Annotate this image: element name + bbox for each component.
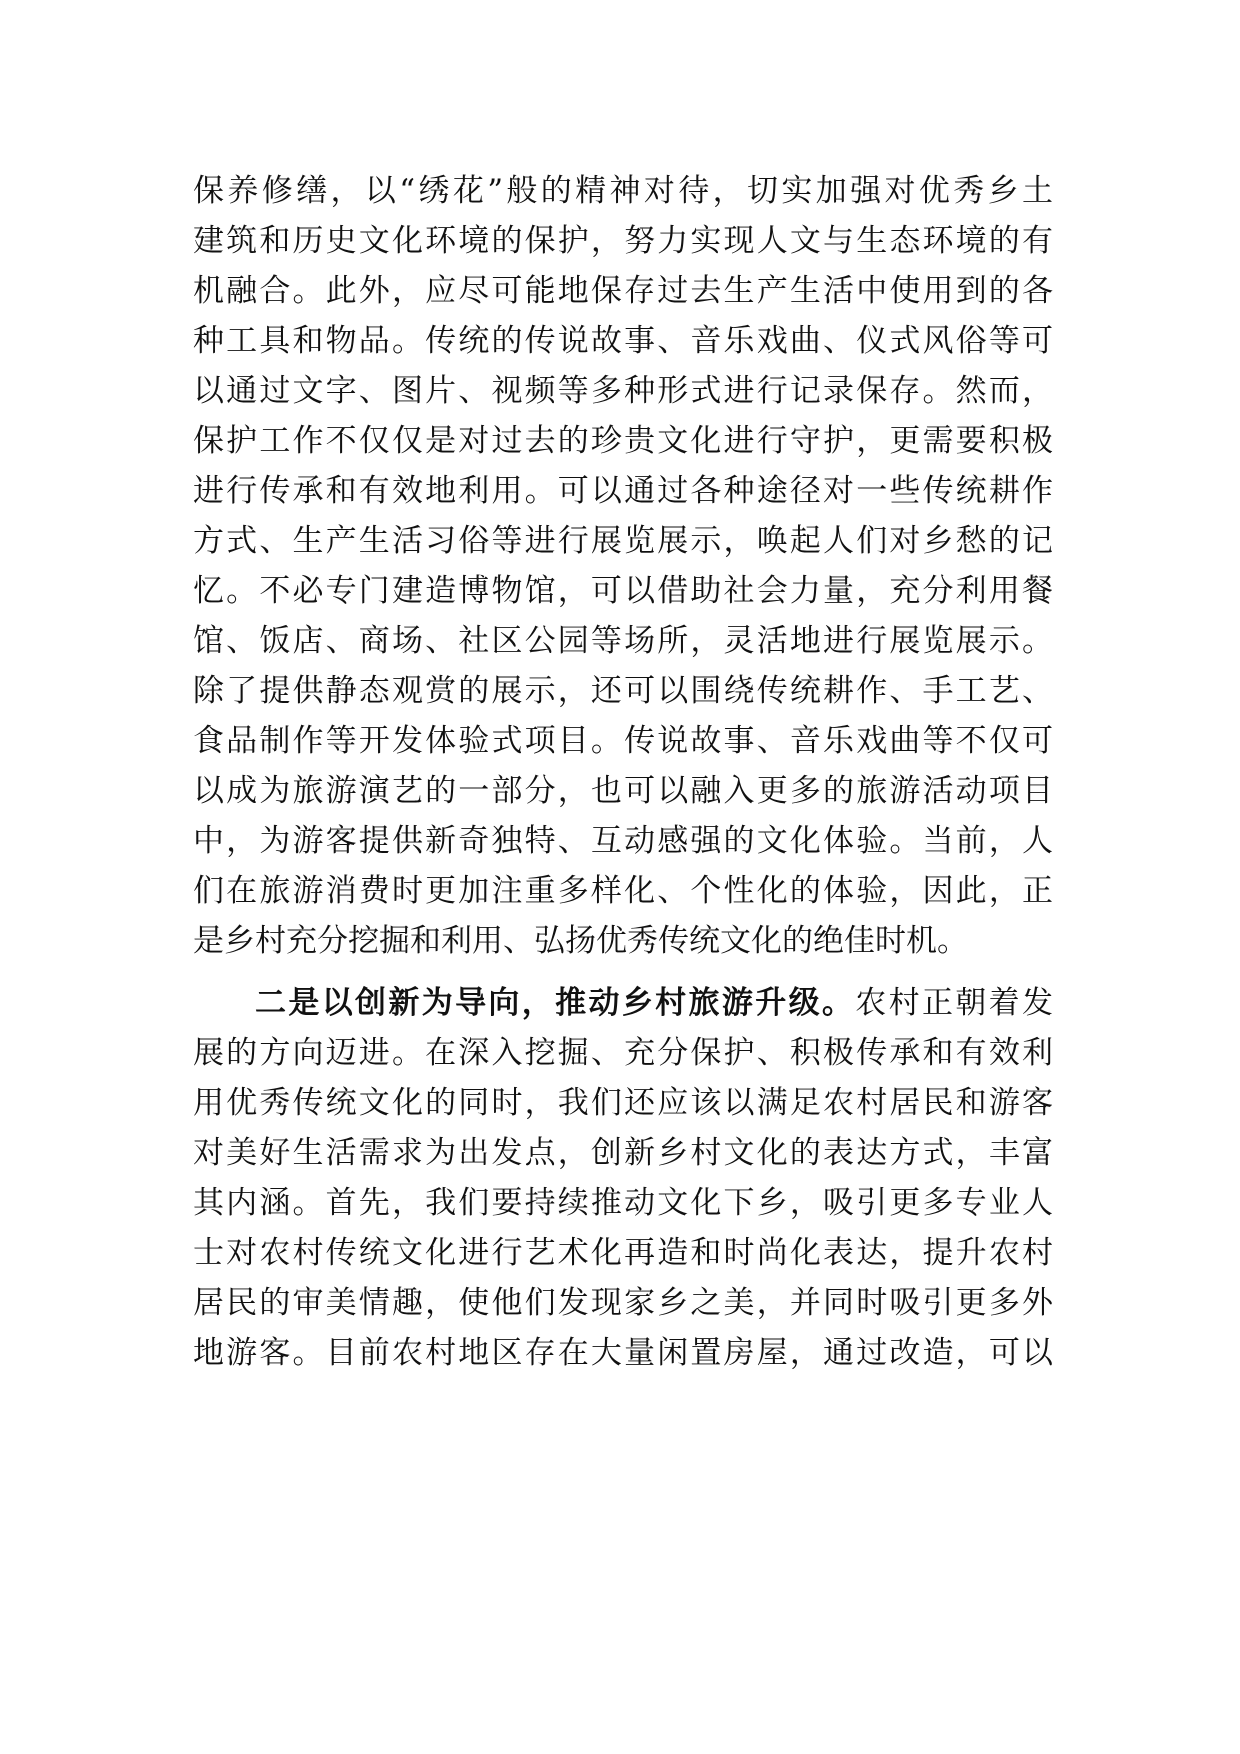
- text-line: 居民的审美情趣，使他们发现家乡之美，并同时吸引更多外: [193, 1285, 1053, 1321]
- text-line: 除了提供静态观赏的展示，还可以围绕传统耕作、手工艺、: [193, 673, 1053, 709]
- text-line: 用优秀传统文化的同时，我们还应该以满足农村居民和游客: [193, 1085, 1053, 1121]
- text-line: 以成为旅游演艺的一部分，也可以融入更多的旅游活动项目: [193, 773, 1053, 809]
- text-line: 种工具和物品。传统的传说故事、音乐戏曲、仪式风俗等可: [193, 323, 1053, 359]
- text-line: 地游客。目前农村地区存在大量闲置房屋，通过改造，可以: [193, 1335, 1053, 1371]
- text-run: 农村正朝着发: [855, 985, 1054, 1021]
- section-heading: 二是以创新为导向，推动乡村旅游升级。: [255, 985, 856, 1021]
- text-line: 建筑和历史文化环境的保护，努力实现人文与生态环境的有: [193, 223, 1053, 259]
- text-line: 保养修缮，以“绣花”般的精神对待，切实加强对优秀乡土: [193, 173, 1053, 209]
- text-line: 们在旅游消费时更加注重多样化、个性化的体验，因此，正: [193, 873, 1053, 909]
- text-line: 其内涵。首先，我们要持续推动文化下乡，吸引更多专业人: [193, 1185, 1053, 1221]
- text-line: 进行传承和有效地利用。可以通过各种途径对一些传统耕作: [193, 473, 1053, 509]
- text-line: 方式、生产生活习俗等进行展览展示，唤起人们对乡愁的记: [193, 523, 1053, 559]
- paragraph-1: [193, 166, 1053, 966]
- text-line: 食品制作等开发体验式项目。传说故事、音乐戏曲等不仅可: [193, 723, 1053, 759]
- body-text: [193, 166, 1053, 1378]
- text-line: 以通过文字、图片、视频等多种形式进行记录保存。然而，: [193, 373, 1053, 409]
- text-line: 士对农村传统文化进行艺术化再造和时尚化表达，提升农村: [193, 1235, 1053, 1271]
- paragraph-2: [193, 978, 1053, 1378]
- text-line: 展的方向迈进。在深入挖掘、充分保护、积极传承和有效利: [193, 1035, 1053, 1071]
- text-line: 忆。不必专门建造博物馆，可以借助社会力量，充分利用餐: [193, 573, 1053, 609]
- text-line: 机融合。此外，应尽可能地保存过去生产生活中使用到的各: [193, 273, 1053, 309]
- text-line: 保护工作不仅仅是对过去的珍贵文化进行守护，更需要积极: [193, 423, 1053, 459]
- text-line: 中，为游客提供新奇独特、互动感强的文化体验。当前，人: [193, 823, 1053, 859]
- text-line: 馆、饭店、商场、社区公园等场所，灵活地进行展览展示。: [193, 623, 1053, 659]
- text-line: 是乡村充分挖掘和利用、弘扬优秀传统文化的绝佳时机。: [193, 923, 968, 959]
- text-line: 对美好生活需求为出发点，创新乡村文化的表达方式，丰富: [193, 1135, 1053, 1171]
- paragraph-2-first-line: [193, 978, 1053, 1028]
